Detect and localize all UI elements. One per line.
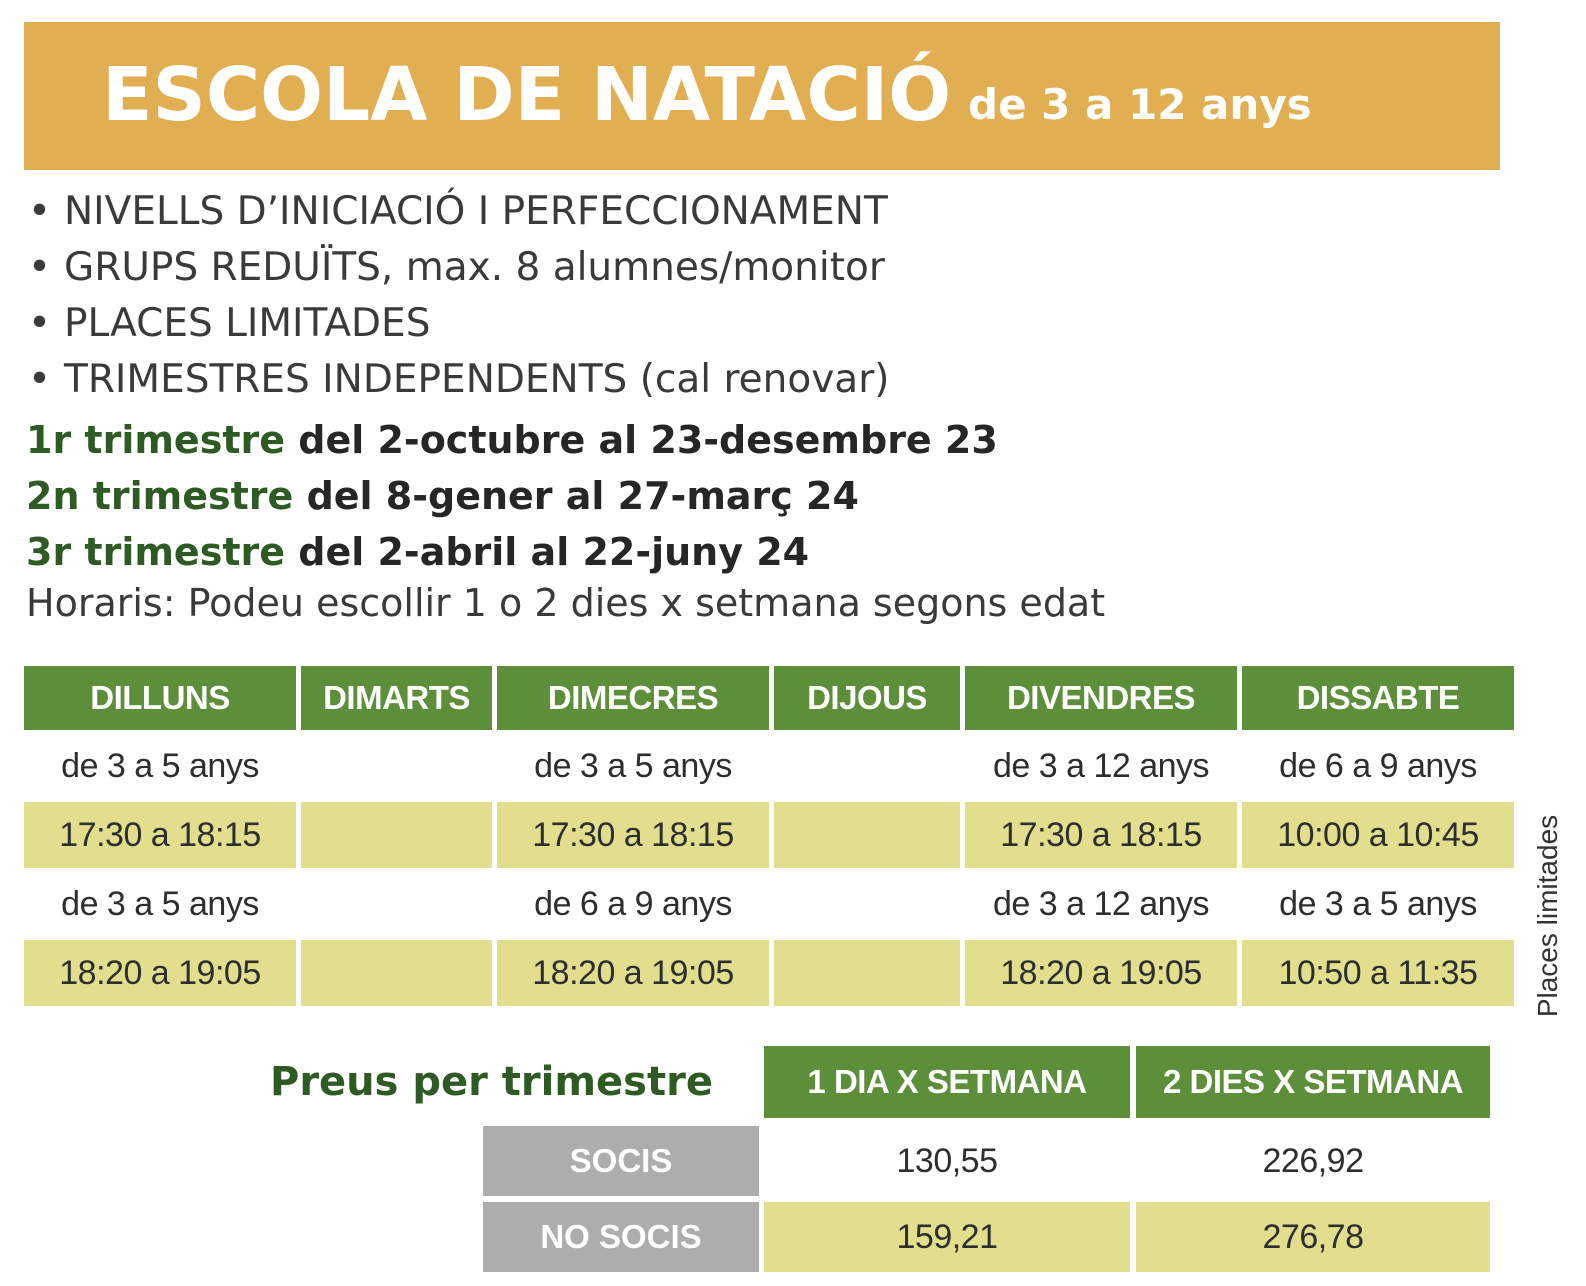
time-cell: 18:20 a 19:05 [24,940,296,1006]
price-column-header: 2 DIES X SETMANA [1136,1046,1490,1118]
price-row-label: SOCIS [483,1126,759,1196]
age-cell [301,730,492,802]
term-dates: del 2-octubre al 23-desembre 23 [298,418,998,462]
price-value: 276,78 [1136,1202,1490,1272]
bullet-icon: • [28,301,52,346]
term-label: 2n trimestre [26,474,294,518]
places-limited-note: Places limitades [1532,814,1563,1018]
time-cell [301,802,492,868]
bullet-icon: • [28,189,52,234]
time-cell: 18:20 a 19:05 [965,940,1237,1006]
time-cell: 10:50 a 11:35 [1242,940,1514,1006]
price-value: 226,92 [1262,1142,1364,1180]
page-subtitle: de 3 a 12 anys [968,80,1312,129]
term-label: 3r trimestre [26,530,286,574]
day-header: DISSABTE [1242,666,1514,730]
bullet-icon: • [28,245,52,290]
age-cell: de 3 a 5 anys [61,747,259,785]
price-row-label: NO SOCIS [483,1202,759,1272]
time-cell: 17:30 a 18:15 [965,802,1237,868]
day-header: DIJOUS [774,666,960,730]
age-cell: de 3 a 5 anys [1279,885,1477,923]
age-cell [774,868,960,940]
list-item: • PLACES LIMITADES [28,296,889,352]
terms-list [26,412,998,580]
time-cell: 10:00 a 10:45 [1242,802,1514,868]
age-cell: de 6 a 9 anys [534,885,732,923]
prices-title: Preus per trimestre [270,1059,713,1105]
age-cell: de 3 a 5 anys [534,747,732,785]
features-list [28,184,889,408]
age-cell: de 3 a 12 anys [992,747,1210,785]
day-header: DIMARTS [301,666,492,730]
term-dates: del 8-gener al 27-març 24 [306,474,859,518]
day-header: DIVENDRES [965,666,1237,730]
page-title: ESCOLA DE NATACIÓ [102,52,952,138]
age-cell: de 3 a 12 anys [992,885,1210,923]
price-value: 159,21 [764,1202,1130,1272]
time-cell [774,802,960,868]
age-cell [774,730,960,802]
age-cell: de 6 a 9 anys [1279,747,1477,785]
time-cell: 18:20 a 19:05 [497,940,769,1006]
list-item: • NIVELLS D’INICIACIÓ I PERFECCIONAMENT [28,184,889,240]
title-banner [24,22,1500,170]
term-dates: del 2-abril al 22-juny 24 [298,530,810,574]
term-row [26,412,998,468]
day-header: DIMECRES [497,666,769,730]
list-item: • TRIMESTRES INDEPENDENTS (cal renovar) [28,352,889,408]
schedule-note: Horaris: Podeu escollir 1 o 2 dies x setmana segons edat [26,581,1106,625]
price-column-header: 1 DIA X SETMANA [764,1046,1130,1118]
age-cell [301,868,492,940]
age-cell: de 3 a 5 anys [61,885,259,923]
price-value: 130,55 [896,1142,998,1180]
time-cell [774,940,960,1006]
bullet-icon: • [28,357,52,402]
list-item: • GRUPS REDUÏTS, max. 8 alumnes/monitor [28,240,889,296]
time-cell: 17:30 a 18:15 [497,802,769,868]
term-row [26,468,998,524]
time-cell: 17:30 a 18:15 [24,802,296,868]
term-label: 1r trimestre [26,418,286,462]
time-cell [301,940,492,1006]
term-row [26,524,998,580]
day-header: DILLUNS [24,666,296,730]
